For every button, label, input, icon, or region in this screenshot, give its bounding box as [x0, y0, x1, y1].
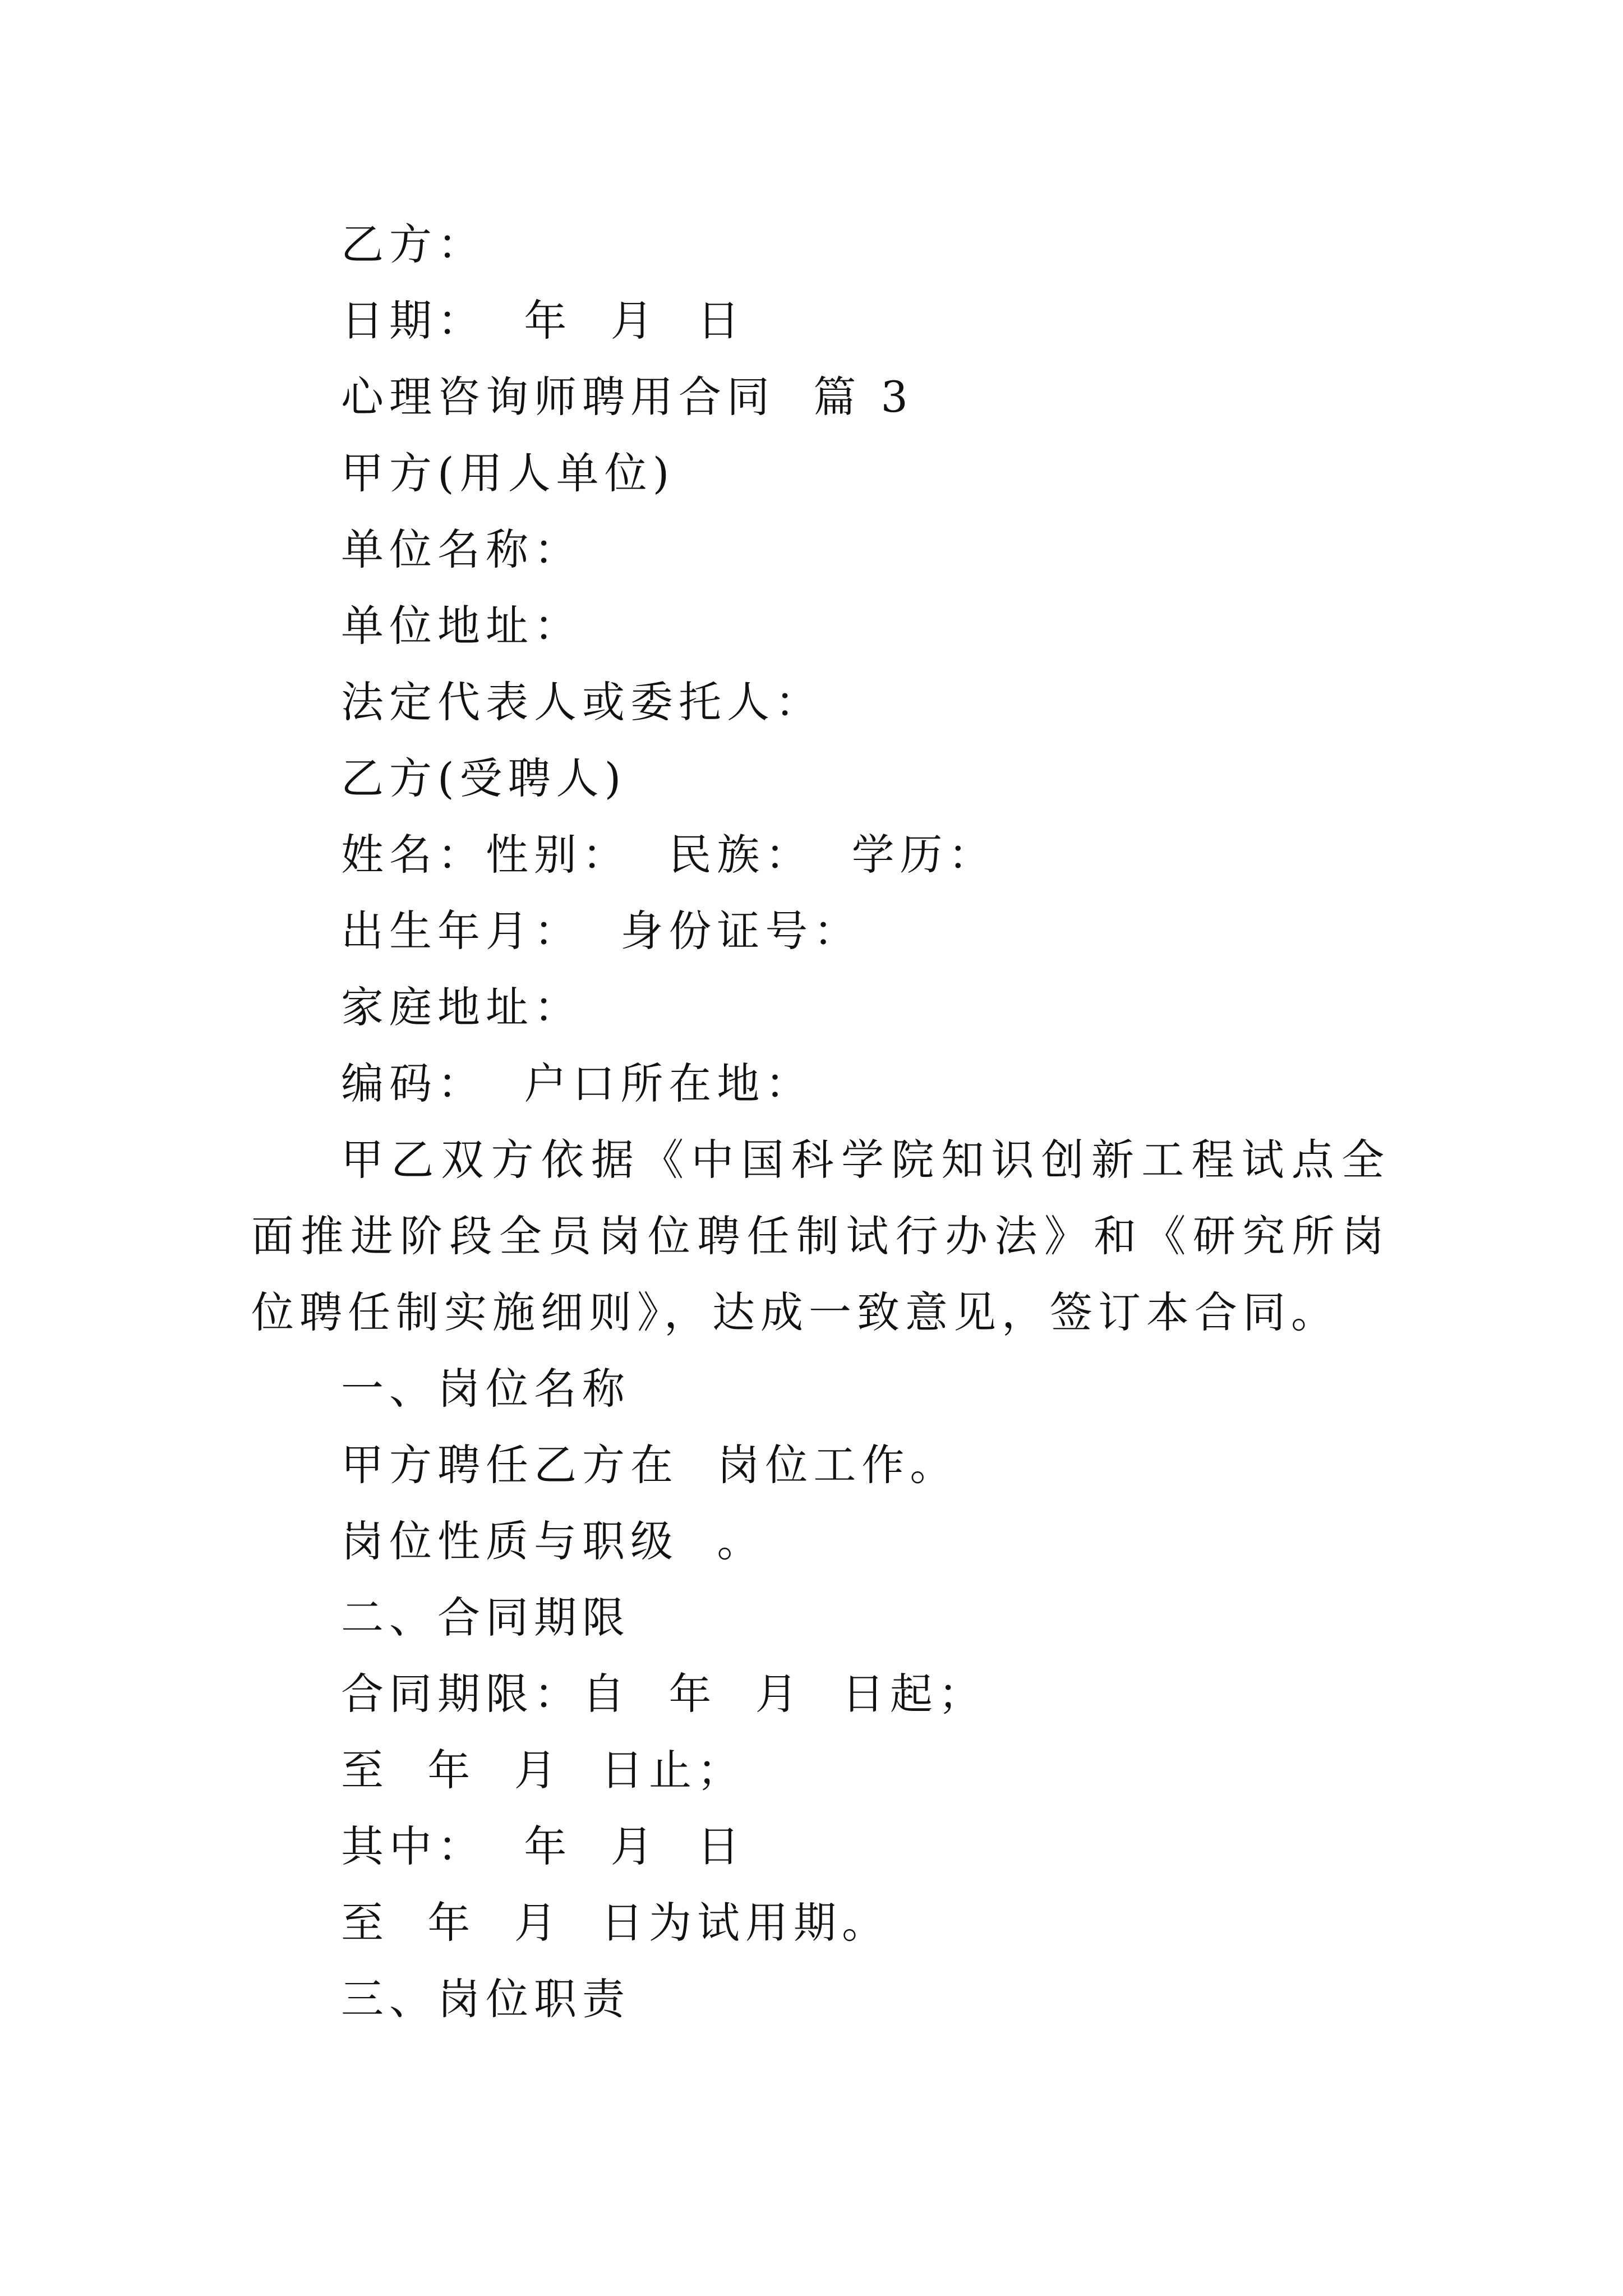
- party-b-heading: 乙方(受聘人): [341, 753, 627, 803]
- position-grade-line: 岗位性质与职级 。: [341, 1516, 766, 1566]
- employer-name-field: 单位名称：: [341, 524, 582, 574]
- probation-end-line: 至 年 月 日为试用期。: [341, 1898, 890, 1948]
- party-b-label: 乙方：: [341, 219, 486, 269]
- position-line: 甲方聘任乙方在 岗位工作。: [341, 1440, 958, 1490]
- section-2-heading: 二、合同期限: [341, 1593, 630, 1642]
- home-address-field: 家庭地址：: [341, 982, 582, 1032]
- term-start-line: 合同期限：自 年 月 日起；: [341, 1669, 986, 1719]
- postcode-residence-line: 编码： 户口所在地：: [341, 1059, 814, 1108]
- term-end-line: 至 年 月 日止；: [341, 1745, 745, 1795]
- date-line: 日期： 年 月 日: [341, 296, 745, 346]
- contract-heading: 心理咨询师聘用合同 篇 3: [341, 372, 914, 422]
- employer-address-field: 单位地址：: [341, 601, 582, 651]
- legal-representative-field: 法定代表人或委托人：: [341, 677, 823, 727]
- section-3-heading: 三、岗位职责: [341, 1974, 630, 2024]
- contract-text: [251, 206, 1390, 2037]
- personal-info-line: 姓名：性别： 民族： 学历：: [341, 830, 997, 880]
- birth-id-line: 出生年月： 身份证号：: [341, 906, 862, 956]
- section-1-heading: 一、岗位名称: [341, 1364, 630, 1414]
- party-a-heading: 甲方(用人单位): [341, 448, 675, 498]
- agreement-paragraph: 甲乙双方依据《中国科学院知识创新工程试点全面推进阶段全员岗位聘任制试行办法》和《研究所岗位聘任制实施细则》，达成一致意见，签订本合同。: [251, 1135, 1390, 1337]
- probation-start-line: 其中： 年 月 日: [341, 1821, 745, 1871]
